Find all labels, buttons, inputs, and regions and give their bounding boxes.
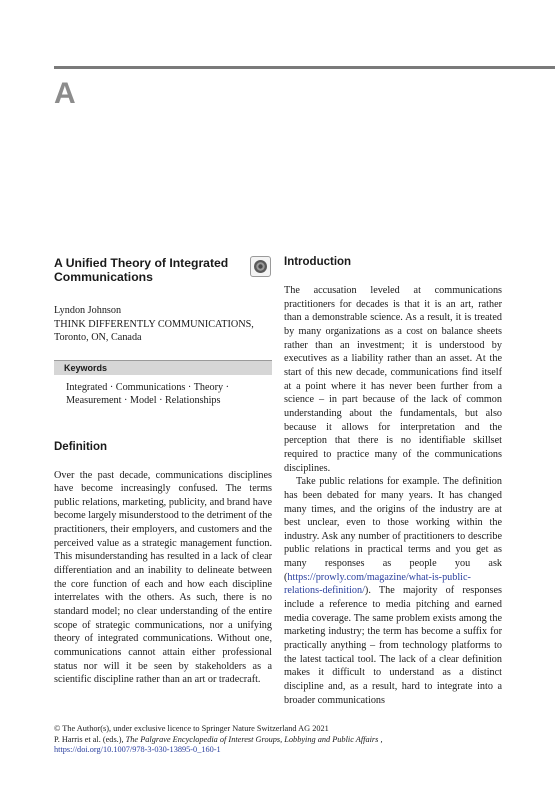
introduction-heading: Introduction bbox=[284, 256, 352, 268]
prowly-link[interactable]: https://prowly.com/magazine/what-is-public-relations-definition/ bbox=[284, 571, 471, 597]
introduction-paragraph-2 bbox=[284, 475, 502, 707]
author-location: Toronto, ON, Canada bbox=[54, 332, 142, 343]
definition-heading: Definition bbox=[54, 440, 108, 453]
paragraph-2-end: ). The majority of responses include a reference to media pitching and earned media coverage. The same problem exists among the marketing industry; the term has become a suffix for practically anything – from technology platforms to the latest tactical tool. The lack of a clear definition makes it difficult to understand as a distinct discipline and, as a result, hard to integrate into a broader communications bbox=[284, 585, 502, 706]
citation-editors: P. Harris et al. (eds.), bbox=[54, 734, 126, 744]
citation-book-title: The Palgrave Encyclopedia of Interest Groups, Lobbying and Public Affairs bbox=[125, 734, 379, 744]
article-title: A Unified Theory of Integrated Communications bbox=[54, 256, 229, 284]
definition-text: Over the past decade, communications disciplines have become increasingly confused. The terms public relations, marketing, publicity, and brand have become largely misunderstood to the detriment of the practitioners, their employers, and customers and the perceived value as a strategic management function. This misunderstanding has resulted in a lack of clear differentiation and an inability to delineate between the core function of each and how each discipline interrelates with the others. As such, there is no standard model; no clear understanding of the entire scope of strategic communications, nor a unifying theory of integrated communications. Without one, communications cannot attain either professional status nor will it be seen by stakeholders as a scientific discipline rather than an art or tradecraft. bbox=[54, 469, 272, 686]
author-block bbox=[54, 304, 272, 345]
footer-citation bbox=[54, 724, 514, 756]
chapter-letter: A bbox=[54, 77, 76, 110]
author-name: Lyndon Johnson bbox=[54, 305, 122, 316]
left-column bbox=[54, 256, 272, 687]
doi-link[interactable]: https://doi.org/10.1007/978-3-030-13895-0_160-1 bbox=[54, 745, 221, 754]
keywords-box bbox=[54, 360, 272, 408]
check-for-updates-icon[interactable] bbox=[250, 256, 271, 277]
keywords-header: Keywords bbox=[54, 360, 272, 375]
paragraph-2-start: Take public relations for example. The definition has been debated for many years. It has changed many times, and the origins of the industry are at best unclear, even to those working within the industry. Ask any number of practitioners to describe public relations in practical terms and you get as many responses as people you ask ( bbox=[284, 476, 502, 583]
copyright-line: © The Author(s), under exclusive licence to Springer Nature Switzerland AG 2021 bbox=[54, 724, 329, 733]
top-rule bbox=[54, 66, 555, 69]
author-affiliation: THINK DIFFERENTLY COMMUNICATIONS, bbox=[54, 318, 254, 330]
citation-punctuation: , bbox=[378, 734, 383, 744]
introduction-paragraph-1: The accusation leveled at communications practitioners for decades is that it is an art, rather than a demonstrable science. As a result, it is treated by many organizations as a cost on balance sheets rather than an investment; it is understood by executives as a liability rather than an asset. At the start of this new decade, communications find itself at a point where it has never been further from a science – in part because of the lack of common understanding about the fundamentals, but also because it allows for interpretation and the perception that there is no identifiable skillset required to practice many of the communications disciplines. bbox=[284, 285, 502, 474]
citation-line bbox=[54, 735, 514, 746]
keywords-list: Integrated · Communications · Theory · Measurement · Model · Relationships bbox=[66, 381, 230, 406]
article-header bbox=[54, 256, 272, 284]
right-column bbox=[284, 256, 502, 707]
